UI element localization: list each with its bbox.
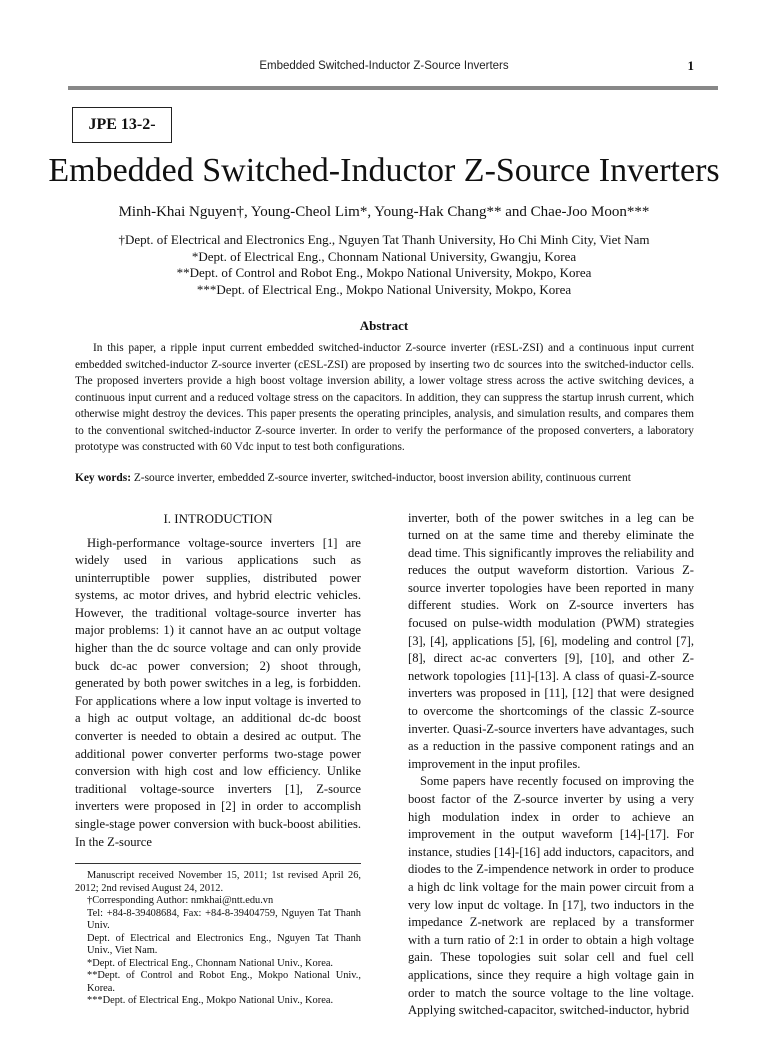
affiliation: ***Dept. of Electrical Eng., Mokpo National University, Mokpo, Korea bbox=[196, 281, 572, 297]
running-header: Embedded Switched-Inductor Z-Source Inverters bbox=[259, 60, 509, 72]
footnotes bbox=[75, 870, 361, 1008]
paper-title: Embedded Switched-Inductor Z-Source Inverters bbox=[48, 152, 720, 189]
footnote: Dept. of Electrical and Electronics Eng., Nguyen Tat Thanh Univ., Viet Nam. bbox=[87, 932, 361, 957]
paragraph: inverter, both of the power switches in a leg can be turned on at the same time and thereby eliminate the dead time. This significantly improves the reliability and reduces the output waveform distortion. Various Z-source inverter topologies have been reported in many different studies. Work on Z-source inverters has focused on pulse-width modulation (PWM) strategies [3], [4], applications [5], [6], modeling and control [7], [8], direct ac-ac converters [9], [10], and other Z-network topologies [11]-[13]. A class of quasi-Z-source inverters was proposed in [11], [12] that were designed to overcome the shortcomings of the classic Z-source inverter. Quasi-Z-source inverters have advantages, such as a reduction in the passive component ratings and an improvement in the input profiles. bbox=[408, 510, 694, 771]
affiliations bbox=[0, 232, 768, 298]
footnote: *Dept. of Electrical Eng., Chonnam National Univ., Korea. bbox=[87, 957, 334, 969]
section-heading: I. INTRODUCTION bbox=[163, 510, 273, 526]
footnote: Tel: +84-8-39408684, Fax: +84-8-39404759, Nguyen Tat Thanh Univ. bbox=[87, 907, 361, 932]
abstract-heading: Abstract bbox=[359, 318, 409, 333]
journal-code-box: JPE 13-2- bbox=[72, 107, 172, 143]
body-columns bbox=[75, 510, 694, 1020]
paragraph: Some papers have recently focused on improving the boost factor of the Z-source inverter by using a very high modulation index in order to achieve an improvement in the output waveform [14]-[17]. For instance, studies [14]-[16] add inductors, capacitors, and diodes to the Z-impendence network in order to produce a high dc link voltage for the main power circuit from a very low input dc voltage. In [17], two inductors in the impedance Z-network are replaced by a transformer with a turn ratio of 2:1 in order to obtain a high voltage gain. These topologies suit solar cell and fuel cell applications, since they require a high voltage gain in order to match the source voltage to the line voltage. Applying switched-capacitor, switched-inductor, hybrid bbox=[408, 774, 694, 1018]
header-rule bbox=[68, 86, 718, 90]
paragraph: High-performance voltage-source inverters [1] are widely used in various applications such as uninterruptible power supplies, distributed power systems, ac motor drives, and hybrid electric vehicles. However, the traditional voltage-source inverter has major problems: 1) it cannot have an ac output voltage higher than the dc source voltage and can only provide buck dc-ac power conversion; 2) shoot through, generated by both power switches in a leg, is forbidden. For applications where a low input voltage is inverted to a high ac output voltage, an additional dc-dc boost converter is needed to obtain a desired ac output. The additional power converter performs two-stage power conversion with high cost and low efficiency. Unlike traditional voltage-source inverters [1], Z-source inverters were proposed in [2] in order to accomplish single-stage power conversion with buck-boost abilities. In the Z-source bbox=[75, 535, 361, 849]
left-column bbox=[75, 510, 361, 1020]
abstract-text: In this paper, a ripple input current embedded switched-inductor Z-source inverter (rESL-ZSI) and a continuous input current embedded switched-inductor Z-source inverter (cESL-ZSI) are proposed by inserting two dc sources into the switched-inductor cells. The proposed inverters provide a high boost voltage inversion ability, a lower voltage stress across the active switching devices, a continuous input current and a reduced voltage stress on the capacitors. In addition, they can suppress the startup inrush current, which otherwise might destroy the devices. This paper presents the operating principles, analysis, and simulation results, and compares them to the conventional switched-inductor Z-source inverter. In order to verify the performance of the proposed converters, a laboratory prototype was constructed with 60 Vdc input to test both configurations. bbox=[75, 342, 694, 453]
footnote: ***Dept. of Electrical Eng., Mokpo National Univ., Korea. bbox=[87, 995, 334, 1007]
keywords-label: Key words: bbox=[75, 471, 131, 484]
footnote: †Corresponding Author: nmkhai@ntt.edu.vn bbox=[87, 895, 274, 907]
footnote: **Dept. of Control and Robot Eng., Mokpo National Univ., Korea. bbox=[87, 970, 361, 994]
keywords-text: Z-source inverter, embedded Z-source inverter, switched-inductor, boost inversion ability, continuous current bbox=[131, 471, 631, 484]
authors: Minh-Khai Nguyen†, Young-Cheol Lim*, Young-Hak Chang** and Chae-Joo Moon*** bbox=[118, 204, 650, 220]
page-header bbox=[68, 54, 700, 84]
affiliation: †Dept. of Electrical and Electronics Eng., Nguyen Tat Thanh University, Ho Chi Minh City, Viet Nam bbox=[118, 232, 650, 247]
affiliation: **Dept. of Control and Robot Eng., Mokpo National University, Mokpo, Korea bbox=[176, 265, 592, 280]
keywords bbox=[75, 470, 694, 486]
footnote: Manuscript received November 15, 2011; 1st revised April 26, 2012; 2nd revised August 24, 2012. bbox=[75, 870, 361, 894]
affiliation: *Dept. of Electrical Eng., Chonnam National University, Gwangju, Korea bbox=[191, 248, 577, 264]
right-column bbox=[408, 510, 694, 1020]
footnote-rule bbox=[75, 863, 361, 864]
page-number: 1 bbox=[687, 58, 694, 73]
